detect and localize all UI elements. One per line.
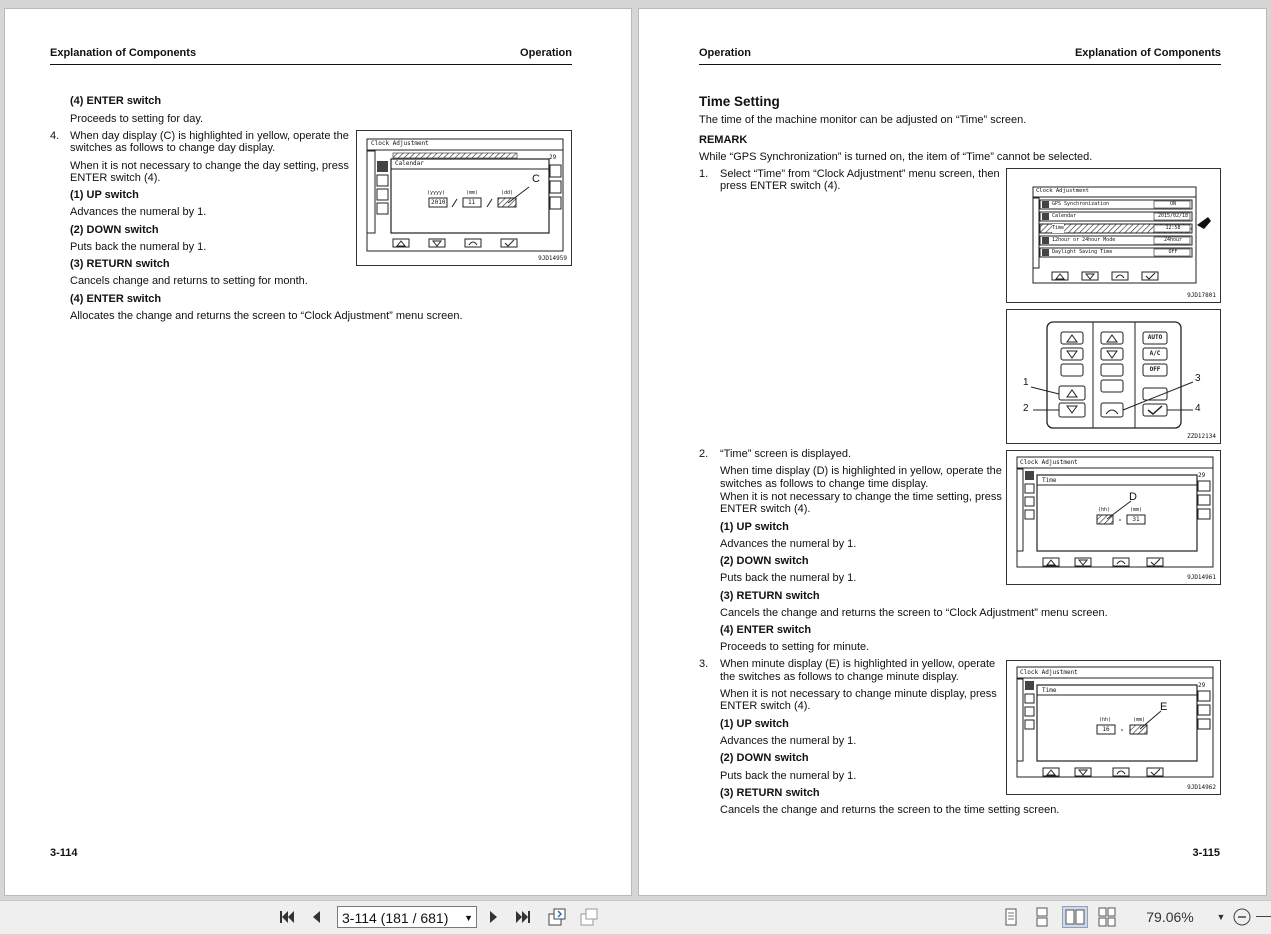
step3-line1: When minute display (E) is highlighted in yellow, operate	[720, 658, 996, 670]
panel-title: Time	[1042, 477, 1057, 484]
step1-line2: press ENTER switch (4).	[720, 180, 841, 192]
label-minute: (mm)	[1130, 507, 1143, 513]
label-day: (dd)	[501, 190, 514, 196]
continuous-view-icon[interactable]	[1031, 906, 1053, 928]
remark-text: While “GPS Synchronization” is turned on, the item of “Time” cannot be selected.	[699, 151, 1093, 163]
step4-line3: When it is not necessary to change the day setting, press	[70, 160, 349, 172]
screen-title: Clock Adjustment	[1020, 459, 1078, 466]
menu-row-value: ON	[1169, 201, 1177, 207]
step2-line4: When it is not necessary to change the time setting, press	[720, 491, 1002, 503]
intro-text: The time of the machine monitor can be adjusted on “Time” screen.	[699, 114, 1027, 126]
text-proceed-day: Proceeds to setting for day.	[70, 113, 204, 125]
menu-row-value: 24hour	[1163, 237, 1183, 243]
figure-id: 9JD14961	[1187, 574, 1216, 581]
menu-row-label: Daylight Saving Time	[1052, 249, 1113, 255]
off-key-label: OFF	[1149, 366, 1161, 373]
text-enter-switch: Proceeds to setting for minute.	[720, 641, 870, 653]
heading-enter-switch: (4) ENTER switch	[70, 95, 162, 107]
step1-line1: Select “Time” from “Clock Adjustment” menu screen, then	[720, 168, 1000, 180]
right-page	[638, 8, 1267, 896]
text-return-switch: Cancels change and returns to setting for month.	[70, 275, 308, 287]
label-hour: (hh)	[1099, 717, 1112, 723]
figure-id: 9JD17801	[1187, 292, 1216, 299]
step2-line3: switches as follows to change time display.	[720, 478, 929, 490]
chevron-down-icon[interactable]: ▼	[464, 913, 473, 923]
callout-3: 3	[1195, 373, 1201, 384]
value-hour: 16	[1102, 726, 1110, 733]
menu-title: Clock Adjustment	[1036, 188, 1089, 194]
menu-row-value: OFF	[1168, 249, 1178, 255]
two-page-view-icon[interactable]	[1062, 906, 1088, 928]
step-number-2: 2.	[699, 448, 709, 460]
heading-down-switch-2: (2) DOWN switch	[720, 752, 809, 764]
zoom-slider[interactable]	[1256, 916, 1271, 917]
heading-down-switch: (2) DOWN switch	[70, 224, 159, 236]
callout-e: E	[1160, 701, 1168, 713]
step4-line4: ENTER switch (4).	[70, 172, 161, 184]
step-number-4: 4.	[50, 130, 60, 142]
next-page-icon[interactable]	[482, 906, 504, 928]
callout-1: 1	[1023, 377, 1029, 388]
menu-row-label: Calendar	[1052, 213, 1077, 219]
step-number-1: 1.	[699, 168, 709, 180]
go-forward-view-icon[interactable]	[578, 906, 600, 928]
last-page-icon[interactable]	[512, 906, 534, 928]
step4-line2: switches as follows to change day display.	[70, 142, 276, 154]
text-enter-switch-2: Allocates the change and returns the screen to “Clock Adjustment” menu screen.	[70, 310, 463, 322]
zoom-dropdown-icon[interactable]: ▼	[1216, 912, 1226, 922]
viewer-toolbar	[0, 900, 1271, 934]
value-month: 11	[468, 199, 476, 206]
step2-line2: When time display (D) is highlighted in yellow, operate the	[720, 465, 1002, 477]
go-back-view-icon[interactable]	[546, 906, 568, 928]
text-return-switch: Cancels the change and returns the screen to “Clock Adjustment” menu screen.	[720, 607, 1108, 619]
time-minute-screen-figure	[1006, 660, 1221, 795]
heading-enter-switch-2: (4) ENTER switch	[70, 293, 162, 305]
header-section-left: Operation	[699, 47, 751, 59]
switch-panel-figure	[1006, 309, 1221, 444]
clock-menu-figure	[1006, 168, 1221, 303]
remark-heading: REMARK	[699, 134, 748, 146]
value-minute: 31	[1132, 516, 1140, 523]
panel-title: Time	[1042, 687, 1057, 694]
section-title: Time Setting	[699, 94, 780, 109]
callout-4: 4	[1195, 403, 1201, 414]
text-down-switch-2: Puts back the numeral by 1.	[720, 770, 857, 782]
prev-page-icon[interactable]	[306, 906, 328, 928]
menu-row-label: Time	[1052, 225, 1065, 231]
value-year: 2010	[431, 199, 446, 206]
heading-up-switch: (1) UP switch	[70, 189, 139, 201]
callout-2: 2	[1023, 403, 1029, 414]
callout-c: C	[532, 173, 540, 185]
label-month: (mm)	[466, 190, 479, 196]
step3-line3: When it is not necessary to change minute display, press	[720, 688, 997, 700]
header-section-right: Explanation of Components	[1074, 47, 1221, 59]
text-up-switch: Advances the numeral by 1.	[70, 206, 207, 218]
figure-id: 9JD14962	[1187, 784, 1216, 791]
page-number: 3-114	[50, 847, 78, 859]
heading-up-switch: (1) UP switch	[720, 521, 789, 533]
heading-return-switch: (3) RETURN switch	[70, 258, 170, 270]
screen-number: 29	[1198, 682, 1206, 689]
two-page-continuous-icon[interactable]	[1096, 906, 1118, 928]
text-down-switch: Puts back the numeral by 1.	[70, 241, 207, 253]
menu-row-value: 12:58	[1165, 225, 1181, 231]
menu-row-label: 12hour or 24hour Mode	[1052, 237, 1116, 243]
screen-title: Clock Adjustment	[371, 140, 429, 147]
zoom-out-icon[interactable]	[1232, 906, 1254, 928]
ac-key-label: A/C	[1149, 350, 1161, 357]
text-return-switch-2: Cancels the change and returns the screen to the time setting screen.	[720, 804, 1060, 816]
screen-number: 29	[549, 154, 557, 161]
text-up-switch: Advances the numeral by 1.	[720, 538, 857, 550]
heading-return-switch: (3) RETURN switch	[720, 590, 820, 602]
heading-up-switch-2: (1) UP switch	[720, 718, 789, 730]
left-page	[4, 8, 632, 896]
single-page-view-icon[interactable]	[1000, 906, 1022, 928]
header-section-left: Explanation of Components	[50, 47, 197, 59]
screen-title: Clock Adjustment	[1020, 669, 1078, 676]
calendar-screen-figure	[356, 130, 572, 266]
heading-enter-switch: (4) ENTER switch	[720, 624, 812, 636]
time-screen-figure	[1006, 450, 1221, 585]
step4-line1: When day display (C) is highlighted in yellow, operate the	[70, 130, 349, 142]
text-down-switch: Puts back the numeral by 1.	[720, 572, 857, 584]
menu-row-label: GPS Synchronization	[1052, 201, 1110, 207]
step2-line1: “Time” screen is displayed.	[720, 448, 852, 460]
step-number-3: 3.	[699, 658, 709, 670]
auto-key-label: AUTO	[1147, 334, 1163, 341]
figure-id: 9JD14959	[538, 255, 567, 262]
label-year: (yyyy)	[427, 190, 446, 196]
page-header	[50, 47, 572, 65]
heading-return-switch-2: (3) RETURN switch	[720, 787, 820, 799]
page-number-value: 3-114 (181 / 681)	[342, 910, 449, 926]
heading-down-switch: (2) DOWN switch	[720, 555, 809, 567]
text-up-switch-2: Advances the numeral by 1.	[720, 735, 857, 747]
figure-id: ZZD12134	[1187, 433, 1216, 440]
screen-number: 29	[1198, 472, 1206, 479]
step3-line2: the switches as follows to change minute display.	[720, 671, 959, 683]
menu-row-value: 2015/02/18	[1157, 213, 1189, 219]
header-section-right: Operation	[520, 47, 572, 59]
label-minute: (mm)	[1133, 717, 1146, 723]
step3-line4: ENTER switch (4).	[720, 700, 811, 712]
callout-d: D	[1129, 491, 1137, 503]
first-page-icon[interactable]	[276, 906, 298, 928]
page-number: 3-115	[1192, 847, 1220, 859]
page-number-field[interactable]	[337, 906, 477, 928]
label-hour: (hh)	[1098, 507, 1111, 513]
step2-line5: ENTER switch (4).	[720, 503, 811, 515]
zoom-level: 79.06%	[1146, 909, 1194, 925]
page-header	[699, 47, 1221, 65]
panel-title: Calendar	[395, 160, 424, 167]
